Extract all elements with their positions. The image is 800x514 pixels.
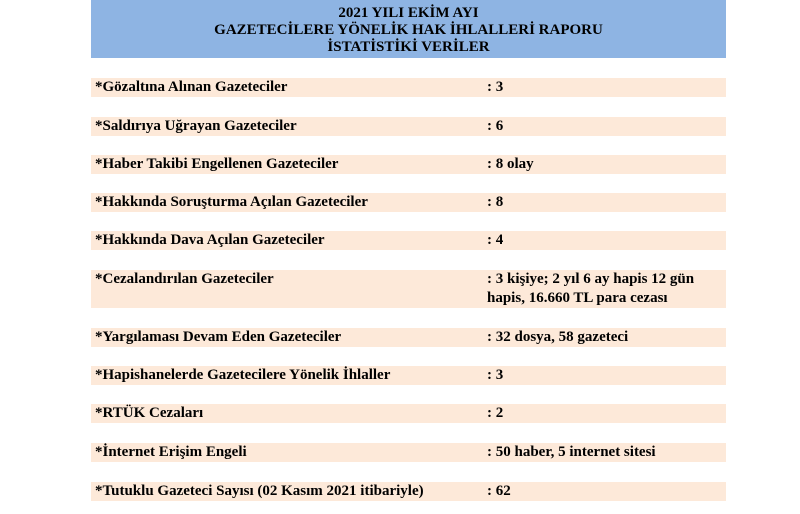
stat-label: *Yargılaması Devam Eden Gazeteciler (95, 329, 342, 345)
stat-label: *Cezalandırılan Gazeteciler (95, 271, 274, 287)
stat-row-prison-violations (91, 366, 726, 385)
stat-value: : 32 dosya, 58 gazeteci (487, 329, 629, 345)
stat-label: *İnternet Erişim Engeli (95, 444, 247, 460)
stat-row-sued (91, 231, 726, 250)
stat-value: : 50 haber, 5 internet sitesi (487, 444, 656, 460)
header-title-line-1: 2021 YILI EKİM AYI (338, 5, 479, 21)
stat-row-detained (91, 78, 726, 97)
stat-row-investigated (91, 193, 726, 212)
stat-row-sentenced (91, 270, 726, 308)
stat-value: : 4 (487, 232, 504, 248)
stat-row-internet-blocking (91, 443, 726, 462)
stat-value: : 8 olay (487, 156, 534, 172)
stat-row-attacked (91, 117, 726, 136)
stat-value: : 3 (487, 79, 504, 95)
header-title-line-3: İSTATİSTİKİ VERİLER (327, 39, 490, 55)
stat-label: *Haber Takibi Engellenen Gazeteciler (95, 156, 339, 172)
stat-value: : 3 (487, 367, 504, 383)
report-header (91, 0, 726, 58)
stat-label: *Saldırıya Uğrayan Gazeteciler (95, 118, 297, 134)
stat-label: *Hakkında Dava Açılan Gazeteciler (95, 232, 325, 248)
stat-row-imprisoned-count (91, 482, 726, 501)
stat-value: : 8 (487, 194, 504, 210)
stat-value: : 6 (487, 118, 504, 134)
stat-label: *Tutuklu Gazeteci Sayısı (02 Kasım 2021 itibariyle) (95, 483, 424, 499)
stat-value: : 3 kişiye; 2 yıl 6 ay hapis 12 gün hapis, 16.660 TL para cezası (487, 271, 695, 306)
header-title-line-2: GAZETECİLERE YÖNELİK HAK İHLALLERİ RAPORU (214, 22, 603, 38)
stat-row-rtuk-penalties (91, 404, 726, 423)
stat-value: : 62 (487, 483, 511, 499)
stat-label: *Hakkında Soruşturma Açılan Gazeteciler (95, 194, 368, 210)
stat-value: : 2 (487, 405, 504, 421)
stat-label: *Hapishanelerde Gazetecilere Yönelik İhlaller (95, 367, 391, 383)
stat-row-ongoing-trials (91, 328, 726, 347)
stat-row-obstructed (91, 155, 726, 174)
stat-label: *Gözaltına Alınan Gazeteciler (95, 79, 288, 95)
stat-label: *RTÜK Cezaları (95, 405, 204, 421)
